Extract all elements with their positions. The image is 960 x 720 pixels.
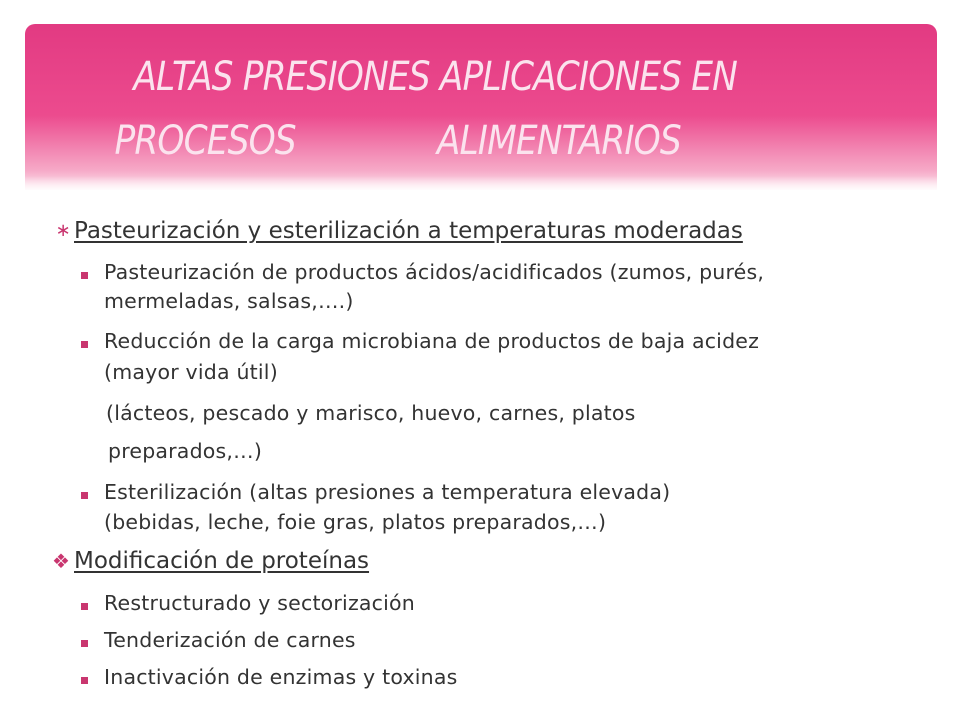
square-bullet-icon [76, 625, 92, 655]
square-bullet-icon [76, 588, 92, 618]
diamond-icon: ❖ [52, 549, 70, 573]
asterisk-icon: ∗ [55, 220, 71, 241]
square-bullet-icon [76, 477, 92, 507]
title-line-2: PROCESOS ALIMENTARIOS [114, 118, 681, 164]
square-bullet-icon [76, 326, 92, 356]
square-bullet-icon [76, 662, 92, 692]
title-banner [25, 24, 937, 190]
slide-title [25, 24, 809, 190]
title-line-1: ALTAS PRESIONES APLICACIONES EN [133, 54, 737, 100]
square-bullet-icon [76, 257, 92, 287]
